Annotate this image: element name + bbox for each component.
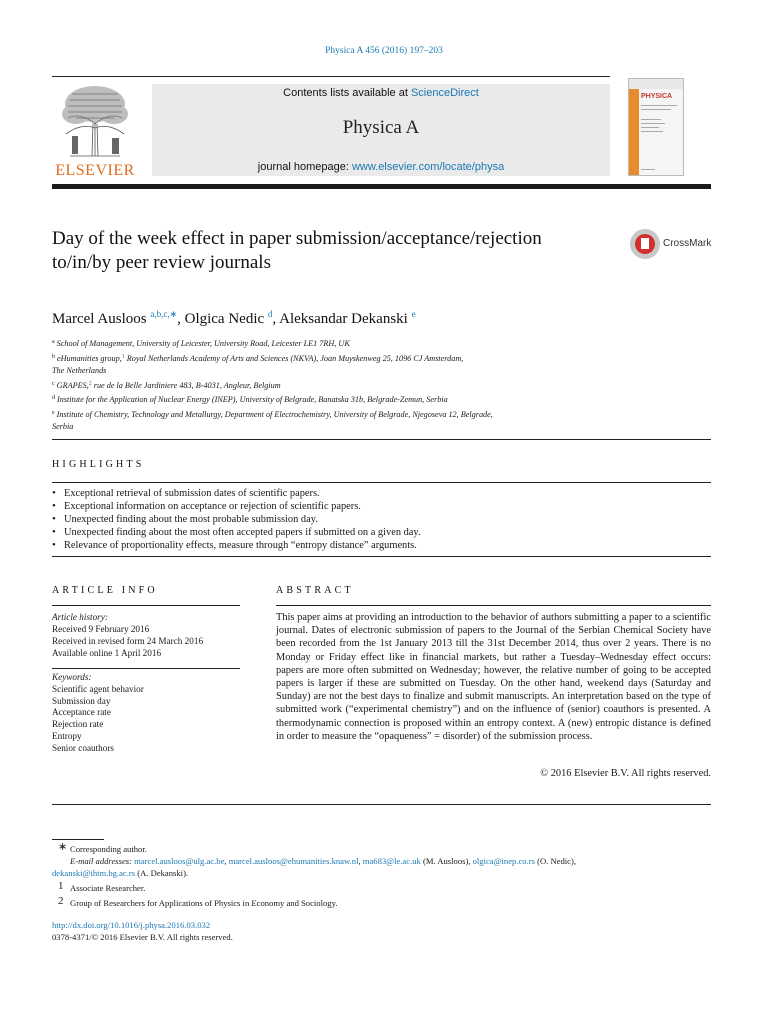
cover-line — [641, 123, 665, 124]
email-addresses: E-mail addresses: marcel.ausloos@ulg.ac.be, marcel.ausloos@ehumanities.knaw.nl, ma683@le.ac.uk (M. Ausloos), olgica@inep.co.rs (O. Nedic), — [70, 856, 576, 866]
author-separator: , — [272, 311, 280, 327]
affiliation-text: The Netherlands — [52, 366, 107, 375]
author-affiliation-marks[interactable]: d — [267, 309, 273, 319]
abstract-body: This paper aims at providing an introduction to the behavior of authors submitting a paper to a scientific journal. Dates of electronic submission of papers to the Journal of the Serbian Chemical Society have been recorded from the 1st January 2013 till the 31st December 2014, thus over 2 years. There is no Monday or Friday effect like in financial markets, but rather a Tuesday–Wednesday effect occurs: papers are more often submitted on Wednesday; however, the relative number of going to be accepted papers is larger if these are submitted on Tuesday. On the other hand, weekend days (Saturday and Sunday) are not the best days to finalize and submit manuscripts. An interpretation based on the type of submitted work (“experimental chemistry”) and on the influence of (senior) coauthors is presented. A thermodynamic connection is proposed within an entropy context. A (new) entropic distance is defined in order to measure the “opaqueness” = disorder) of the submission process. — [276, 612, 711, 742]
highlight-item: • Unexpected finding about the most often accepted papers if submitted on a given day. — [52, 526, 692, 539]
article-info-heading: ARTICLE INFO — [52, 585, 158, 596]
cover-line — [641, 119, 661, 120]
highlight-item: • Unexpected finding about the most probable submission day. — [52, 513, 692, 526]
cover-orange-strip — [629, 89, 639, 176]
affiliation-mark: e — [52, 409, 55, 416]
email-link[interactable]: marcel.ausloos@ulg.ac.be — [134, 856, 225, 866]
section-rule — [276, 605, 711, 606]
affiliations — [52, 336, 612, 434]
email-link[interactable]: olgica@inep.co.rs — [472, 856, 535, 866]
homepage-line — [152, 161, 610, 173]
affiliation-a — [52, 336, 612, 351]
journal-citation-link[interactable]: Physica A 456 (2016) 197–203 — [325, 46, 443, 56]
affiliation-b — [52, 351, 612, 378]
cover-line — [641, 131, 663, 132]
cover-line — [641, 127, 659, 128]
elsevier-wordmark: ELSEVIER — [55, 162, 135, 179]
affiliation-text: Serbia — [52, 422, 74, 431]
footnote-mark: 2 — [58, 895, 64, 907]
highlight-item: • Exceptional retrieval of submission dates of scientific papers. — [52, 487, 692, 500]
footnote-2 — [52, 897, 692, 909]
cover-title: PHYSICA — [641, 93, 673, 100]
affiliation-text: Institute for the Application of Nuclear Energy (INEP), University of Belgrade, Banatska 31b, Belgrade-Zemun, Serbia — [57, 395, 448, 404]
history-item: Received 9 February 2016 — [52, 624, 150, 634]
section-rule — [52, 804, 711, 805]
footnote-text: Corresponding author. — [70, 844, 147, 854]
section-rule — [52, 439, 711, 440]
affiliation-c — [52, 378, 612, 393]
crossmark-bookmark-icon — [641, 238, 649, 249]
email-link[interactable]: marcel.ausloos@ehumanities.knaw.nl — [228, 856, 359, 866]
affiliation-mark: a — [52, 339, 55, 345]
cover-line — [641, 105, 677, 106]
crossmark-badge[interactable] — [630, 229, 716, 259]
footnote-corresponding — [52, 843, 692, 855]
homepage-prefix: journal homepage: — [257, 161, 352, 173]
affiliation-text: Royal Netherlands Academy of Arts and Sciences (NKVA), Joan Muyskenweg 25, 1096 CJ Amsterdam, — [124, 353, 464, 363]
section-rule — [52, 482, 711, 483]
article-history — [52, 611, 242, 659]
journal-header-box — [152, 84, 610, 176]
affiliation-text: eHumanities group, — [57, 353, 122, 363]
affiliation-text: School of Management, University of Leicester, University Road, Leicester LE1 7RH, UK — [56, 339, 350, 348]
abstract-heading: ABSTRACT — [276, 585, 354, 596]
article-title: Day of the week effect in paper submission/acceptance/rejection to/in/by peer review journals — [52, 228, 542, 273]
footnote-1 — [52, 882, 692, 894]
history-item: Available online 1 April 2016 — [52, 648, 162, 658]
copyright-notice: © 2016 Elsevier B.V. All rights reserved. — [540, 768, 711, 779]
history-item: Received in revised form 24 March 2016 — [52, 636, 204, 646]
footnote-mark: ∗ — [58, 841, 68, 853]
cover-line — [641, 169, 655, 170]
keywords — [52, 672, 242, 755]
contents-prefix: Contents lists available at — [283, 87, 411, 99]
affiliation-text: GRAPES, — [56, 380, 89, 390]
footnote-text: Associate Researcher. — [70, 883, 146, 893]
affiliation-d — [52, 392, 612, 407]
keyword-item: Rejection rate — [52, 719, 104, 730]
highlight-item: • Relevance of proportionality effects, measure through “entropy distance” arguments. — [52, 539, 692, 552]
section-rule — [52, 605, 240, 606]
affiliation-text: rue de la Belle Jardiniere 483, B-4031, Angleur, Belgium — [91, 380, 281, 390]
email-owner: (O. Nedic), — [534, 856, 576, 866]
author-name: Aleksandar Dekanski — [279, 311, 408, 327]
affiliation-mark: c — [52, 380, 55, 387]
affiliation-e — [52, 407, 612, 434]
highlights-heading: HIGHLIGHTS — [52, 459, 145, 470]
footnotes — [52, 843, 692, 909]
footnote-text: Group of Researchers for Applications of Physics in Economy and Sociology. — [70, 898, 338, 908]
section-rule — [52, 668, 240, 669]
affiliation-mark: b — [52, 353, 55, 360]
author-separator: , — [177, 311, 185, 327]
issn-line: 0378-4371/© 2016 Elsevier B.V. All rights reserved. — [52, 932, 233, 942]
doi-link[interactable]: http://dx.doi.org/10.1016/j.physa.2016.03.032 — [52, 920, 211, 930]
keyword-item: Scientific agent behavior — [52, 683, 144, 694]
cover-line — [641, 109, 671, 110]
author-name: Olgica Nedic — [184, 311, 265, 327]
email-link[interactable]: ma683@le.ac.uk — [362, 856, 421, 866]
journal-name: Physica A — [342, 117, 420, 138]
journal-homepage-link[interactable]: www.elsevier.com/locate/physa — [351, 161, 505, 173]
footnote-rule — [52, 839, 104, 840]
author-affiliation-marks[interactable]: e — [411, 309, 416, 319]
affiliation-text: Institute of Chemistry, Technology and Metallurgy, Department of Electrochemistry, University of Belgrade, Njegoseva 12, Belgrade, — [56, 409, 493, 419]
email-owner: (M. Ausloos), — [420, 856, 473, 866]
email-addresses-cont — [52, 867, 692, 879]
cover-band — [629, 79, 684, 89]
header-thick-rule — [52, 184, 711, 189]
author-list — [52, 309, 652, 328]
elsevier-logo — [52, 84, 138, 178]
footnote-ref[interactable]: 1 — [121, 353, 125, 360]
header-top-rule — [52, 76, 610, 77]
keyword-item: Submission day — [52, 695, 111, 706]
highlights-list — [52, 487, 692, 552]
journal-cover-thumbnail[interactable] — [628, 78, 684, 176]
footnote-ref[interactable]: 2 — [88, 380, 92, 387]
sciencedirect-link[interactable]: ScienceDirect — [410, 87, 479, 99]
author-name: Marcel Ausloos — [52, 311, 147, 327]
contents-line — [152, 87, 610, 99]
highlight-item: • Exceptional information on acceptance or rejection of scientific papers. — [52, 500, 692, 513]
email-label: E-mail addresses: — [70, 856, 132, 866]
doi-block — [52, 919, 233, 943]
email-link[interactable]: dekanski@ihtm.bg.ac.rs — [52, 868, 136, 878]
keyword-item: Entropy — [52, 730, 82, 741]
keyword-item: Acceptance rate — [52, 707, 111, 718]
crossmark-label: CrossMark — [663, 238, 712, 249]
section-rule — [52, 556, 711, 557]
keywords-heading: Keywords: — [52, 672, 92, 682]
keyword-item: Senior coauthors — [52, 742, 115, 753]
affiliation-mark: d — [52, 395, 55, 401]
email-owner: (A. Dekanski). — [135, 868, 189, 878]
elsevier-tree-icon — [56, 84, 134, 158]
footnote-mark: 1 — [58, 880, 64, 892]
history-heading: Article history: — [52, 612, 108, 622]
author-affiliation-marks[interactable]: a,b,c,∗ — [150, 309, 178, 319]
